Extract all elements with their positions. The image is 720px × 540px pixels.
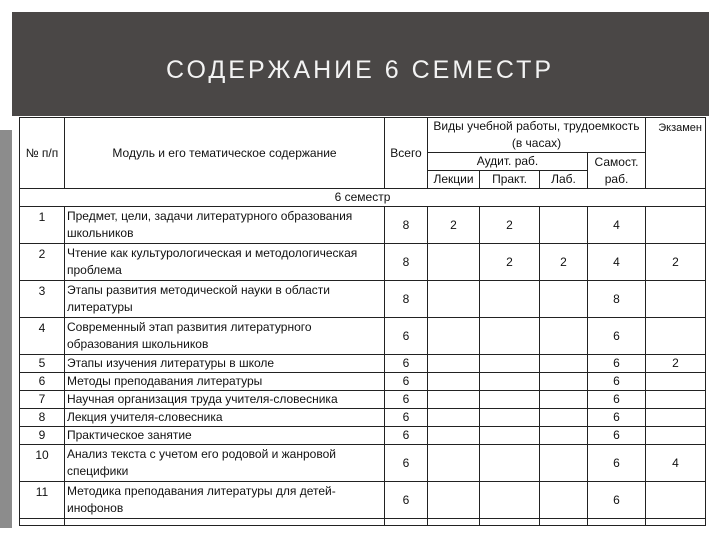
row-exam: 2 (646, 244, 706, 281)
row-lab (540, 281, 588, 318)
header-num: № п/п (20, 118, 65, 189)
row-total: 6 (385, 409, 428, 427)
left-decor-stripe (0, 130, 12, 528)
row-topic: Анализ текста с учетом его родовой и жанровой специфики (65, 445, 385, 482)
header-selfwork: Самост. раб. (588, 153, 646, 189)
row-practice (480, 391, 540, 409)
header-auditorial: Аудит. раб. (428, 153, 588, 171)
header-work-types: Виды учебной работы, трудоемкость (в часах) (428, 118, 646, 153)
row-exam (646, 207, 706, 244)
row-total: 8 (385, 207, 428, 244)
table-row (20, 409, 706, 427)
row-lab (540, 207, 588, 244)
curriculum-table (19, 117, 706, 526)
row-topic: Научная организация труда учителя-словесника (65, 391, 385, 409)
row-lectures (428, 482, 480, 519)
row-total: 6 (385, 445, 428, 482)
row-number: 11 (20, 482, 65, 519)
table-row (20, 482, 706, 519)
row-total: 6 (385, 355, 428, 373)
row-lab (540, 427, 588, 445)
row-total: 6 (385, 482, 428, 519)
row-practice (480, 318, 540, 355)
row-topic: Методика преподавания литературы для детей-инофонов (65, 482, 385, 519)
row-total: 8 (385, 281, 428, 318)
row-exam (646, 482, 706, 519)
table-row (20, 207, 706, 244)
row-lab (540, 373, 588, 391)
row-practice (480, 373, 540, 391)
row-lectures (428, 373, 480, 391)
row-practice (480, 445, 540, 482)
row-exam (646, 373, 706, 391)
row-selfwork: 4 (588, 207, 646, 244)
row-practice (480, 355, 540, 373)
row-number: 8 (20, 409, 65, 427)
row-topic: Предмет, цели, задачи литературного образования школьников (65, 207, 385, 244)
row-exam: 4 (646, 445, 706, 482)
row-selfwork: 6 (588, 391, 646, 409)
row-selfwork: 6 (588, 373, 646, 391)
semester-label: 6 семестр (20, 189, 706, 207)
row-topic: Лекция учителя-словесника (65, 409, 385, 427)
row-lectures (428, 318, 480, 355)
row-exam (646, 427, 706, 445)
totals-row-cut-off (20, 519, 706, 526)
row-number: 6 (20, 373, 65, 391)
row-topic: Практическое занятие (65, 427, 385, 445)
row-lab: 2 (540, 244, 588, 281)
header-exam: Экзамен (646, 118, 706, 189)
row-lectures (428, 244, 480, 281)
row-number: 5 (20, 355, 65, 373)
table-row (20, 445, 706, 482)
header-practice: Практ. (480, 171, 540, 189)
row-lab (540, 355, 588, 373)
row-topic: Этапы изучения литературы в школе (65, 355, 385, 373)
row-number: 10 (20, 445, 65, 482)
row-selfwork: 4 (588, 244, 646, 281)
row-exam: 2 (646, 355, 706, 373)
row-practice: 2 (480, 244, 540, 281)
row-selfwork: 6 (588, 427, 646, 445)
row-number: 1 (20, 207, 65, 244)
row-total: 8 (385, 244, 428, 281)
row-lab (540, 445, 588, 482)
header-module: Модуль и его тематическое содержание (65, 118, 385, 189)
slide-title: СОДЕРЖАНИЕ 6 СЕМЕСТР (165, 56, 555, 84)
row-topic: Современный этап развития литературного образования школьников (65, 318, 385, 355)
header-lab: Лаб. (540, 171, 588, 189)
row-selfwork: 6 (588, 482, 646, 519)
row-lectures: 2 (428, 207, 480, 244)
row-lectures (428, 409, 480, 427)
row-exam (646, 409, 706, 427)
row-selfwork: 8 (588, 281, 646, 318)
row-practice (480, 427, 540, 445)
row-selfwork: 6 (588, 355, 646, 373)
row-total: 6 (385, 391, 428, 409)
row-exam (646, 281, 706, 318)
right-decor-stripe (708, 130, 720, 528)
row-topic: Этапы развития методической науки в области литературы (65, 281, 385, 318)
row-lectures (428, 281, 480, 318)
row-number: 7 (20, 391, 65, 409)
table-row (20, 391, 706, 409)
header-lectures: Лекции (428, 171, 480, 189)
row-lectures (428, 445, 480, 482)
row-practice (480, 482, 540, 519)
row-practice (480, 281, 540, 318)
semester-row (20, 189, 706, 207)
row-number: 2 (20, 244, 65, 281)
row-practice (480, 409, 540, 427)
row-total: 6 (385, 318, 428, 355)
row-exam (646, 318, 706, 355)
table-row (20, 318, 706, 355)
row-lab (540, 409, 588, 427)
row-lectures (428, 355, 480, 373)
row-exam (646, 391, 706, 409)
table-row (20, 355, 706, 373)
table-row (20, 373, 706, 391)
row-number: 9 (20, 427, 65, 445)
row-lab (540, 482, 588, 519)
row-topic: Чтение как культурологическая и методологическая проблема (65, 244, 385, 281)
row-total: 6 (385, 373, 428, 391)
row-selfwork: 6 (588, 445, 646, 482)
table-row (20, 427, 706, 445)
row-lab (540, 318, 588, 355)
row-lectures (428, 391, 480, 409)
table-row (20, 244, 706, 281)
row-total: 6 (385, 427, 428, 445)
row-selfwork: 6 (588, 318, 646, 355)
row-lab (540, 391, 588, 409)
table-row (20, 281, 706, 318)
row-lectures (428, 427, 480, 445)
row-practice: 2 (480, 207, 540, 244)
row-selfwork: 6 (588, 409, 646, 427)
row-number: 3 (20, 281, 65, 318)
row-number: 4 (20, 318, 65, 355)
row-topic: Методы преподавания литературы (65, 373, 385, 391)
header-total: Всего (385, 118, 428, 189)
